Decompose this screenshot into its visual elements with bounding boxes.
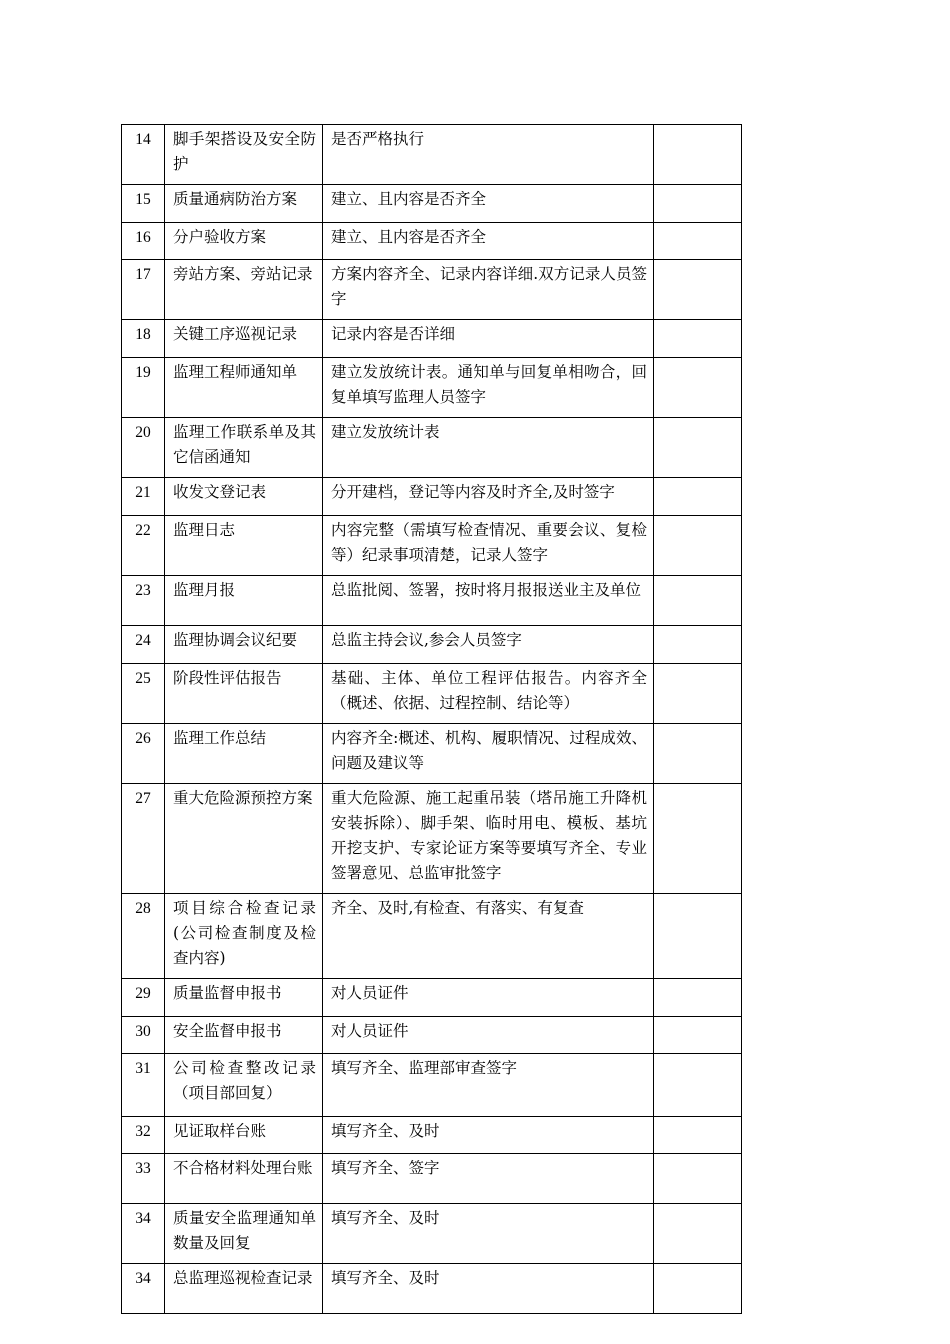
- table-row: [122, 894, 742, 979]
- check-requirement: 内容完整（需填写检查情况、重要会议、复检等）纪录事项清楚，记录人签字: [323, 516, 654, 576]
- check-requirement: 对人员证件: [323, 1017, 654, 1054]
- check-requirement: 重大危险源、施工起重吊装（塔吊施工升降机安装拆除）、脚手架、临时用电、模板、基坑开挖支护、专家论证方案等要填写齐全、专业签署意见、总监审批签字: [323, 784, 654, 894]
- check-item: 项目综合检查记录(公司检查制度及检查内容): [165, 894, 323, 979]
- check-requirement: 内容齐全:概述、机构、履职情况、过程成效、问题及建议等: [323, 724, 654, 784]
- result-cell: [654, 260, 742, 320]
- result-cell: [654, 1117, 742, 1154]
- table-row: [122, 223, 742, 260]
- check-item: 安全监督申报书: [165, 1017, 323, 1054]
- result-cell: [654, 320, 742, 358]
- row-number: 15: [122, 185, 165, 223]
- check-item: 阶段性评估报告: [165, 664, 323, 724]
- check-item: 脚手架搭设及安全防护: [165, 125, 323, 185]
- check-requirement: 对人员证件: [323, 979, 654, 1017]
- check-requirement: 建立发放统计表。通知单与回复单相吻合，回复单填写监理人员签字: [323, 358, 654, 418]
- table-row: [122, 664, 742, 724]
- row-number: 24: [122, 626, 165, 664]
- check-requirement: 记录内容是否详细: [323, 320, 654, 358]
- row-number: 33: [122, 1154, 165, 1204]
- row-number: 30: [122, 1017, 165, 1054]
- check-requirement: 总监主持会议,参会人员签字: [323, 626, 654, 664]
- table-row: [122, 185, 742, 223]
- table-row: [122, 478, 742, 516]
- check-item: 收发文登记表: [165, 478, 323, 516]
- check-item: 监理协调会议纪要: [165, 626, 323, 664]
- table-row: [122, 626, 742, 664]
- check-requirement: 方案内容齐全、记录内容详细.双方记录人员签字: [323, 260, 654, 320]
- check-item: 监理工作联系单及其它信函通知: [165, 418, 323, 478]
- table-row: [122, 1017, 742, 1054]
- row-number: 20: [122, 418, 165, 478]
- table-row: [122, 1154, 742, 1204]
- result-cell: [654, 1017, 742, 1054]
- table-row: [122, 1054, 742, 1117]
- row-number: 29: [122, 979, 165, 1017]
- row-number: 27: [122, 784, 165, 894]
- result-cell: [654, 478, 742, 516]
- result-cell: [654, 664, 742, 724]
- result-cell: [654, 358, 742, 418]
- row-number: 31: [122, 1054, 165, 1117]
- row-number: 17: [122, 260, 165, 320]
- table-row: [122, 979, 742, 1017]
- check-item: 监理日志: [165, 516, 323, 576]
- result-cell: [654, 576, 742, 626]
- check-requirement: 填写齐全、及时: [323, 1204, 654, 1264]
- check-item: 监理工作总结: [165, 724, 323, 784]
- check-item: 监理月报: [165, 576, 323, 626]
- result-cell: [654, 1054, 742, 1117]
- result-cell: [654, 223, 742, 260]
- check-item: 质量监督申报书: [165, 979, 323, 1017]
- check-requirement: 是否严格执行: [323, 125, 654, 185]
- table-row: [122, 418, 742, 478]
- table-row: [122, 516, 742, 576]
- check-requirement: 总监批阅、签署，按时将月报报送业主及单位: [323, 576, 654, 626]
- check-requirement: 填写齐全、及时: [323, 1264, 654, 1314]
- result-cell: [654, 185, 742, 223]
- table-row: [122, 260, 742, 320]
- result-cell: [654, 1154, 742, 1204]
- table-row: [122, 1204, 742, 1264]
- result-cell: [654, 418, 742, 478]
- result-cell: [654, 979, 742, 1017]
- check-item: 分户验收方案: [165, 223, 323, 260]
- row-number: 16: [122, 223, 165, 260]
- table-row: [122, 358, 742, 418]
- result-cell: [654, 724, 742, 784]
- table-row: [122, 125, 742, 185]
- row-number: 21: [122, 478, 165, 516]
- result-cell: [654, 1264, 742, 1314]
- row-number: 14: [122, 125, 165, 185]
- row-number: 22: [122, 516, 165, 576]
- check-requirement: 填写齐全、监理部审查签字: [323, 1054, 654, 1117]
- check-requirement: 基础、主体、单位工程评估报告。内容齐全（概述、依据、过程控制、结论等）: [323, 664, 654, 724]
- check-requirement: 建立发放统计表: [323, 418, 654, 478]
- row-number: 18: [122, 320, 165, 358]
- check-requirement: 齐全、及时,有检查、有落实、有复查: [323, 894, 654, 979]
- check-item: 质量安全监理通知单数量及回复: [165, 1204, 323, 1264]
- result-cell: [654, 516, 742, 576]
- row-number: 34: [122, 1264, 165, 1314]
- table-row: [122, 784, 742, 894]
- check-item: 重大危险源预控方案: [165, 784, 323, 894]
- check-item: 质量通病防治方案: [165, 185, 323, 223]
- row-number: 19: [122, 358, 165, 418]
- check-requirement: 建立、且内容是否齐全: [323, 185, 654, 223]
- check-requirement: 填写齐全、及时: [323, 1117, 654, 1154]
- row-number: 23: [122, 576, 165, 626]
- row-number: 25: [122, 664, 165, 724]
- check-requirement: 建立、且内容是否齐全: [323, 223, 654, 260]
- result-cell: [654, 894, 742, 979]
- result-cell: [654, 626, 742, 664]
- result-cell: [654, 784, 742, 894]
- table-row: [122, 576, 742, 626]
- row-number: 26: [122, 724, 165, 784]
- check-requirement: 填写齐全、签字: [323, 1154, 654, 1204]
- check-item: 不合格材料处理台账: [165, 1154, 323, 1204]
- check-item: 旁站方案、旁站记录: [165, 260, 323, 320]
- table-row: [122, 724, 742, 784]
- table-row: [122, 320, 742, 358]
- table-body: [122, 125, 742, 1314]
- row-number: 32: [122, 1117, 165, 1154]
- row-number: 34: [122, 1204, 165, 1264]
- check-item: 关键工序巡视记录: [165, 320, 323, 358]
- check-item: 总监理巡视检查记录: [165, 1264, 323, 1314]
- check-requirement: 分开建档，登记等内容及时齐全,及时签字: [323, 478, 654, 516]
- check-item: 监理工程师通知单: [165, 358, 323, 418]
- result-cell: [654, 1204, 742, 1264]
- check-item: 见证取样台账: [165, 1117, 323, 1154]
- inspection-table: [121, 124, 742, 1314]
- row-number: 28: [122, 894, 165, 979]
- table-row: [122, 1117, 742, 1154]
- result-cell: [654, 125, 742, 185]
- check-item: 公司检查整改记录（项目部回复）: [165, 1054, 323, 1117]
- table-row: [122, 1264, 742, 1314]
